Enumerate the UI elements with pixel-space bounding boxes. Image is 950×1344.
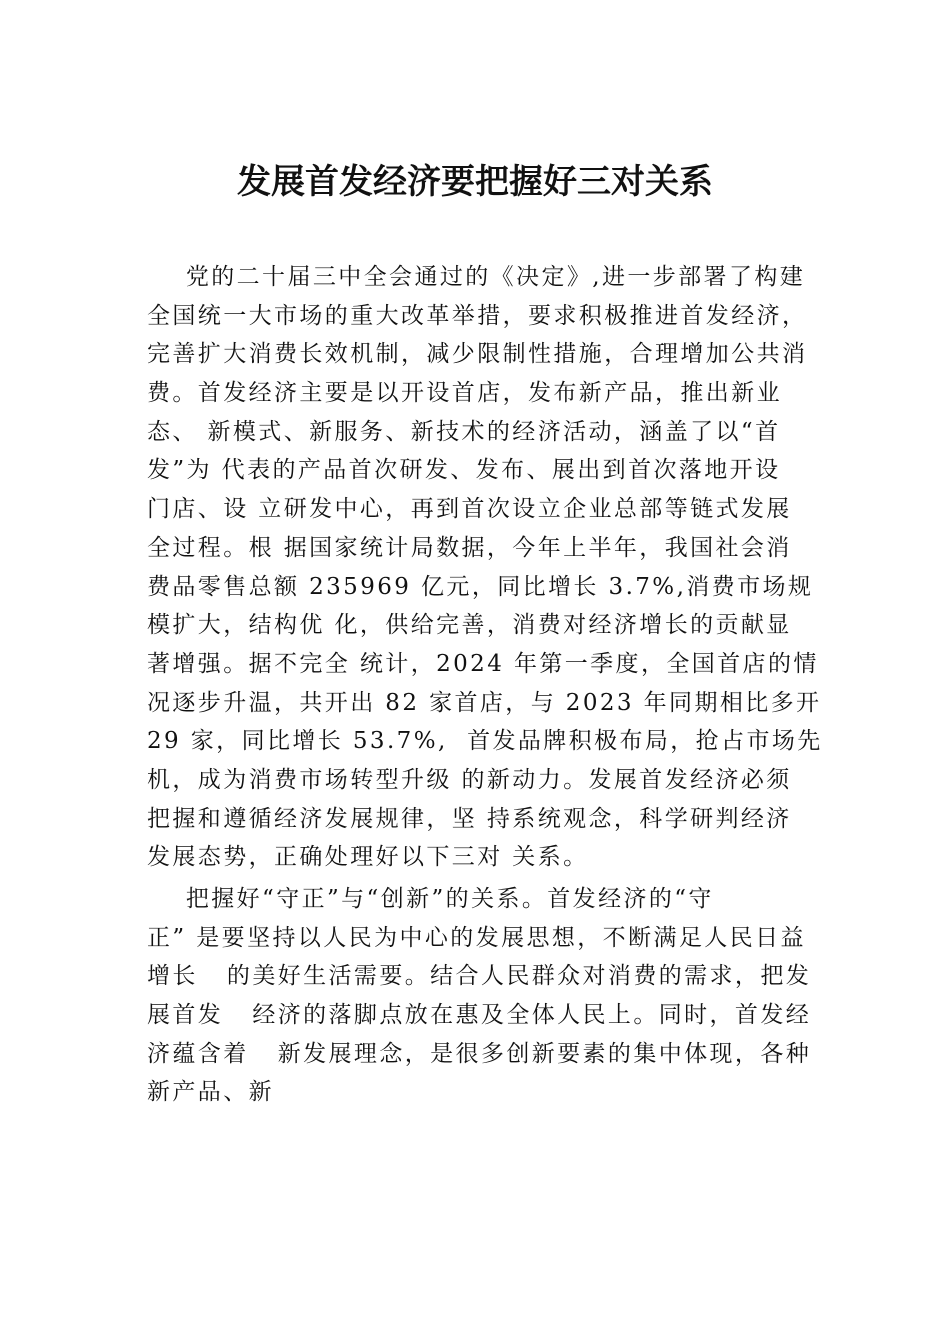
text-line: 著增强。据不完全 统计，2024 年第一季度，全国首店的情: [147, 650, 819, 677]
text-line: 29 家，同比增长 53.7%, 首发品牌积极布局，抢占市场先: [147, 728, 823, 755]
text-line: 机，成为消费市场转型升级 的新动力。发展首发经济必须: [147, 766, 792, 793]
document-title: 发展首发经济要把握好三对关系: [237, 162, 713, 202]
text-line: 态、 新模式、新服务、新技术的经济活动，涵盖了以“首: [147, 418, 781, 445]
text-line: 展首发 经济的落脚点放在惠及全体人民上。同时，首发经: [147, 1002, 812, 1029]
text-line: 费品零售总额 235969 亿元，同比增长 3.7%,消费市场规: [147, 573, 814, 600]
text-line: 增长 的美好生活需要。结合人民群众对消费的需求，把发: [147, 963, 812, 990]
text-line: 门店、设 立研发中心，再到首次设立企业总部等链式发展: [147, 496, 792, 523]
text-line: 费。首发经济主要是以开设首店，发布新产品，推出新业: [147, 380, 782, 407]
document-body: [147, 258, 827, 1112]
text-line: 把握和遵循经济发展规律，坚 持系统观念，科学研判经济: [147, 805, 792, 832]
text-line: 模扩大，结构优 化，供给完善，消费对经济增长的贡献显: [147, 612, 792, 639]
text-line: 济蕴含着 新发展理念，是很多创新要素的集中体现，各种: [147, 1040, 812, 1067]
text-line: 况逐步升温，共开出 82 家首店，与 2023 年同期相比多开: [147, 689, 822, 716]
text-line: 发”为 代表的产品首次研发、发布、展出到首次落地开设: [147, 457, 781, 484]
paragraph-intro: [147, 258, 827, 877]
text-line: 把握好“守正”与“创新”的关系。首发经济的“守: [147, 886, 714, 912]
paragraph-shouzheng-chuangxin: [147, 880, 827, 1112]
text-line: 新产品、新: [147, 1079, 274, 1106]
text-line: 完善扩大消费长效机制，减少限制性措施，合理增加公共消: [147, 341, 808, 368]
text-line: 发展态势，正确处理好以下三对 关系。: [147, 844, 589, 871]
text-line: 全国统一大市场的重大改革举措，要求积极推进首发经济，: [147, 302, 808, 329]
text-line: 全过程。根 据国家统计局数据，今年上半年，我国社会消: [147, 534, 792, 561]
text-line: 正” 是要坚持以人民为中心的发展思想，不断满足人民日益: [147, 924, 806, 951]
text-line: 党的二十届三中全会通过的《决定》,进一步部署了构建: [147, 264, 806, 290]
